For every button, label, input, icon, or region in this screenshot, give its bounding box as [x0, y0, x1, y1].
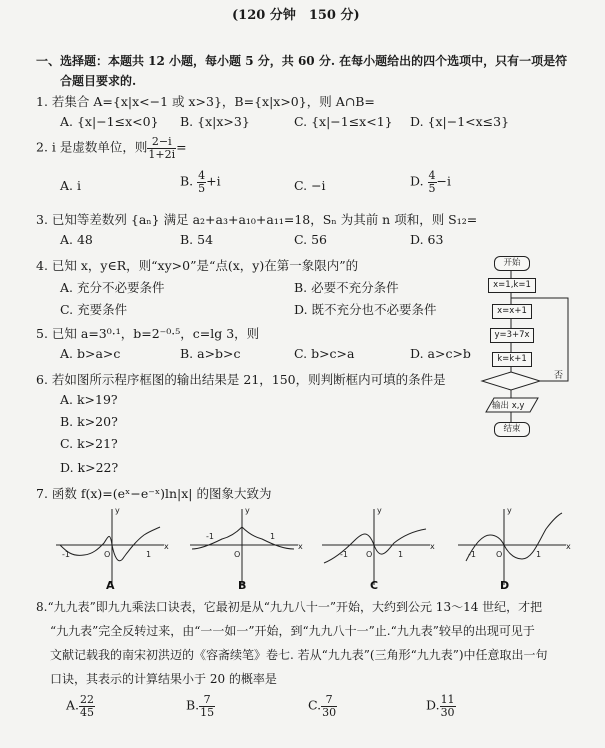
flowchart-step-k: k=k+1 — [492, 352, 532, 367]
flowchart-start: 开始 — [494, 256, 530, 271]
graph-c-x: x — [430, 542, 435, 551]
q2-stem — [36, 136, 187, 160]
q1-option-b: B. {x|x>3} — [180, 114, 250, 129]
q3-stem: 3. 已知等差数列 {aₙ} 满足 a₂+a₃+a₁₀+a₁₁=18，Sₙ 为其前 n 项和，则 S₁₂= — [36, 212, 478, 227]
q8-option-b — [186, 694, 215, 718]
graph-d-y: y — [507, 506, 512, 515]
q8-line4: 口诀，其表示的计算结果小于 20 的概率是 — [50, 672, 277, 686]
q2-d-post: −i — [436, 173, 452, 189]
q5-stem: 5. 已知 a=3⁰·¹，b=2⁻⁰·⁵，c=lg 3，则 — [36, 326, 260, 341]
q8-line1: 8.“九九表”即九九乘法口诀表，它最初是从“九九八十一”开始，大约到公元 13～14 世纪，才把 — [36, 600, 543, 614]
graph-c-neg1: -1 — [340, 550, 348, 559]
q2-option-b — [180, 170, 221, 194]
graph-c-o: O — [366, 550, 373, 559]
q1-option-d: D. {x|−1<x≤3} — [410, 114, 510, 129]
q8-line2: “九九表”完全反转过来，由“一一如一”开始，到“九九八十一”止.“九九表”较早的出现可见于 — [50, 624, 535, 638]
q2-stem-pre: 2. i 是虚数单位，则 — [36, 139, 148, 155]
q2-option-c: C. −i — [294, 178, 326, 193]
graph-a-x: x — [164, 542, 169, 551]
q5-option-d: D. a>c>b — [410, 346, 471, 361]
q6-option-b: B. k>20? — [60, 414, 118, 429]
q3-option-d: D. 63 — [410, 232, 444, 247]
q2-stem-post: = — [176, 139, 187, 155]
q2-d-pre: D. — [410, 173, 424, 189]
q8-a-num: 22 — [80, 693, 95, 706]
q2-d-fraction — [428, 170, 437, 194]
q8-c-pre: C. — [308, 697, 322, 713]
graph-label-d: D — [500, 579, 510, 592]
q8-d-den: 30 — [440, 705, 455, 719]
q2-fraction — [147, 136, 176, 160]
flowchart-no-label: 否 — [554, 371, 564, 381]
condition-diamond — [482, 372, 540, 390]
flowchart-init: x=1,k=1 — [488, 278, 536, 293]
graph-a-neg1: -1 — [62, 550, 70, 559]
q7-stem: 7. 函数 f(x)=(eˣ−e⁻ˣ)ln|x| 的图象大致为 — [36, 486, 272, 501]
program-flowchart — [470, 256, 580, 442]
q4-stem: 4. 已知 x，y∈R，则“xy>0”是“点(x，y)在第一象限内”的 — [36, 258, 359, 273]
q8-b-num: 7 — [199, 694, 215, 707]
q8-a-pre: A. — [66, 697, 80, 713]
q8-a-fraction — [79, 694, 95, 718]
q8-c-num: 7 — [321, 694, 337, 707]
graph-d-o: O — [496, 550, 503, 559]
graph-a-y: y — [115, 506, 120, 515]
graph-c-one: 1 — [398, 550, 404, 559]
graph-b-o: O — [234, 550, 241, 559]
q2-option-d — [410, 170, 451, 194]
q2-b-fraction — [197, 170, 206, 194]
q8-c-den: 30 — [322, 705, 337, 719]
q4-option-b: B. 必要不充分条件 — [294, 280, 399, 295]
flowchart-end: 结束 — [494, 422, 530, 437]
graph-label-c: C — [370, 579, 379, 592]
q2-b-den: 5 — [198, 181, 206, 195]
q2-fraction-den: 1+2i — [148, 147, 176, 161]
graph-d-x: x — [566, 542, 571, 551]
q8-d-fraction — [440, 694, 456, 718]
q2-b-pre: B. — [180, 173, 194, 189]
flowchart-step-x: x=x+1 — [492, 304, 532, 319]
graph-d-one: 1 — [536, 550, 542, 559]
q2-option-a: A. i — [60, 178, 81, 193]
q6-option-c: C. k>21? — [60, 436, 118, 451]
q5-option-a: A. b>a>c — [60, 346, 121, 361]
q8-b-den: 15 — [200, 705, 215, 719]
graph-a-o: O — [104, 550, 111, 559]
q8-c-fraction — [321, 694, 337, 718]
q1-option-c: C. {x|−1≤x<1} — [294, 114, 393, 129]
graph-c-y: y — [377, 506, 382, 515]
q8-b-fraction — [199, 694, 215, 718]
graph-b-neg1: -1 — [206, 532, 214, 541]
q3-option-a: A. 48 — [60, 232, 93, 247]
q4-option-c: C. 充要条件 — [60, 302, 128, 317]
flowchart-output: 输出 x,y — [492, 401, 525, 411]
q2-b-post: +i — [206, 173, 221, 189]
graph-d-neg1: -1 — [468, 550, 476, 559]
q2-d-den: 5 — [428, 181, 436, 195]
q1-option-a: A. {x|−1≤x<0} — [60, 114, 159, 129]
q8-option-c — [308, 694, 337, 718]
q6-option-d: D. k>22? — [60, 460, 119, 475]
section-heading-line1: 一、选择题：本题共 12 小题，每小题 5 分，共 60 分. 在每小题给出的四个选项中，只有一项是符 — [36, 54, 568, 68]
q8-b-pre: B. — [186, 697, 200, 713]
q6-option-a: A. k>19? — [60, 392, 118, 407]
q5-option-c: C. b>c>a — [294, 346, 355, 361]
graph-b-one: 1 — [270, 532, 276, 541]
q4-option-d: D. 既不充分也不必要条件 — [294, 302, 437, 317]
exam-duration-score: (120 分钟 150 分) — [232, 8, 360, 23]
q4-option-a: A. 充分不必要条件 — [60, 280, 165, 295]
q1-stem: 1. 若集合 A={x|x<−1 或 x>3}，B={x|x>0}，则 A∩B= — [36, 94, 375, 109]
graph-b-x: x — [298, 542, 303, 551]
graph-a-one: 1 — [146, 550, 152, 559]
q8-a-den: 45 — [80, 705, 95, 719]
graph-b-y: y — [245, 506, 250, 515]
q7-graphs — [0, 505, 605, 595]
q5-option-b: B. a>b>c — [180, 346, 241, 361]
q8-d-pre: D. — [426, 697, 440, 713]
q8-option-d — [426, 694, 456, 718]
q8-line3: 文献记载我的南宋初洪迈的《容斋续笔》卷七. 若从“九九表”(三角形“九九表”)中任意取出一句 — [50, 648, 548, 662]
q8-d-num: 11 — [440, 693, 455, 706]
q2-fraction-num: 2−i — [147, 136, 176, 149]
q6-stem: 6. 若如图所示程序框图的输出结果是 21，150，则判断框内可填的条件是 — [36, 372, 446, 387]
q3-option-b: B. 54 — [180, 232, 214, 247]
graph-label-a: A — [106, 579, 115, 592]
section-heading-line2: 合题目要求的. — [60, 74, 137, 88]
q8-option-a — [66, 694, 95, 718]
graph-label-b: B — [238, 579, 247, 592]
q2-d-num: 4 — [428, 169, 436, 182]
q3-option-c: C. 56 — [294, 232, 327, 247]
flowchart-step-y: y=3+7x — [490, 328, 534, 343]
q2-b-num: 4 — [198, 169, 206, 182]
